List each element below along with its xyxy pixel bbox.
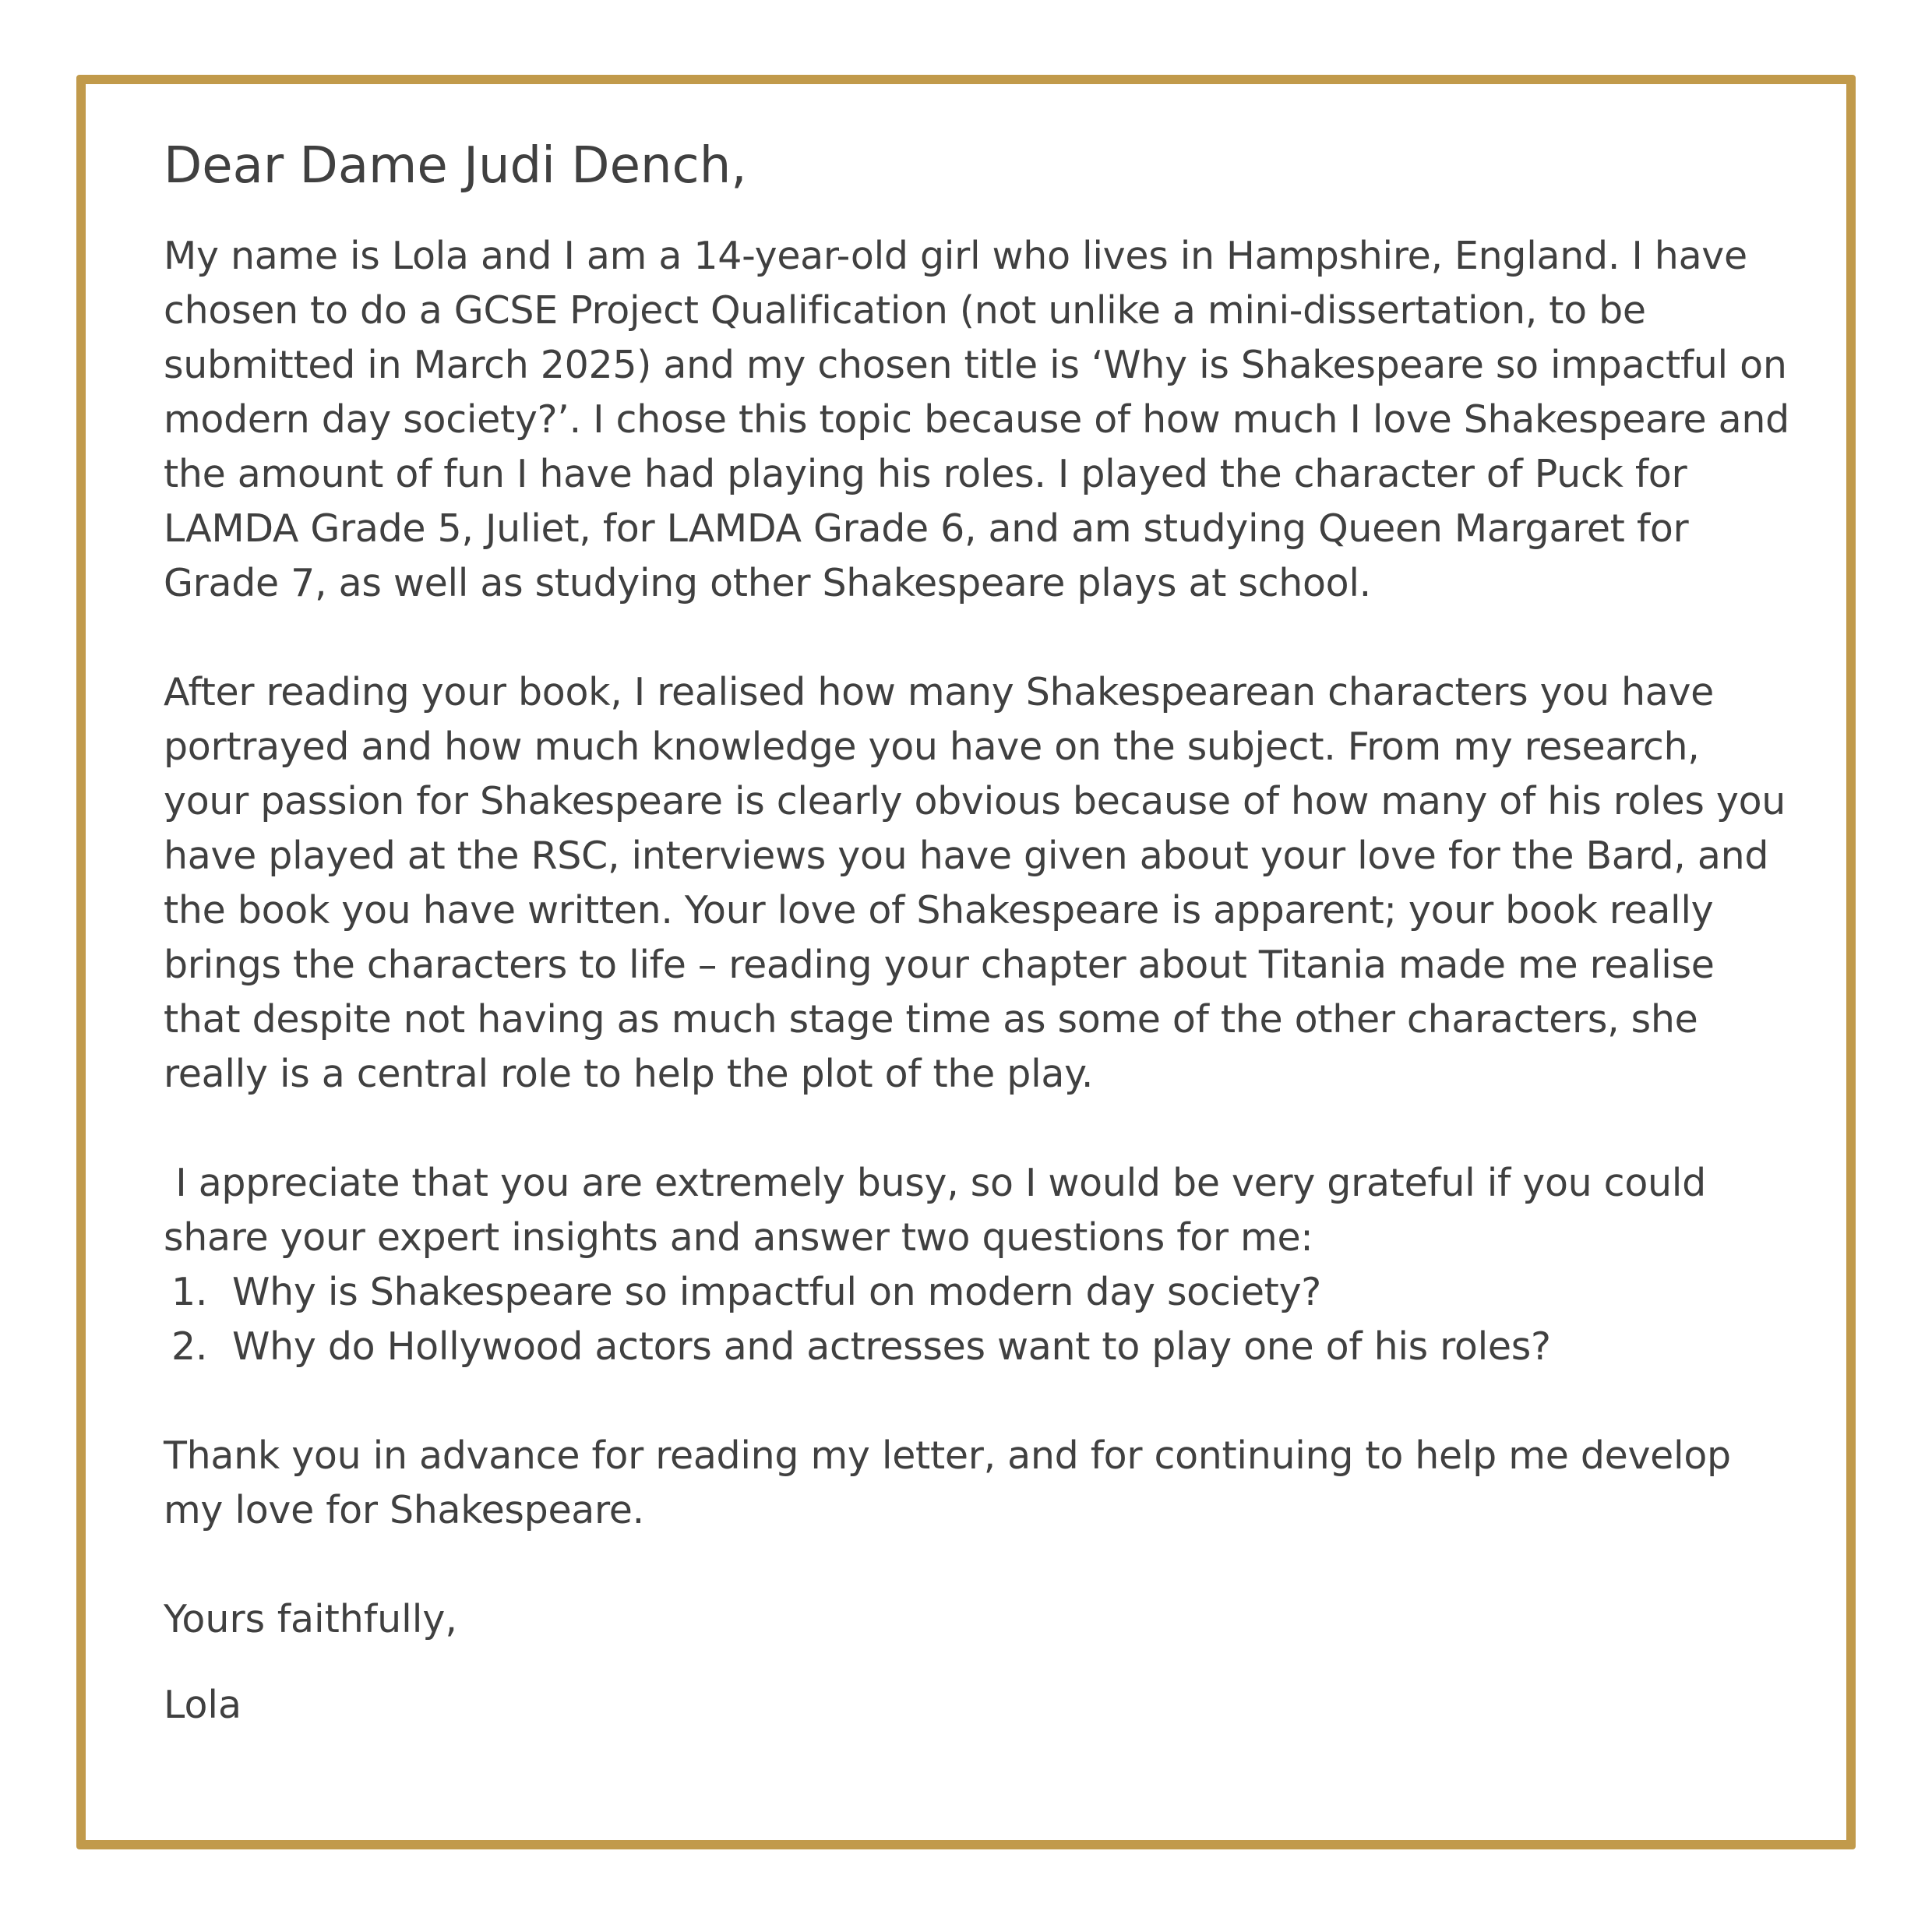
question-item (164, 1320, 1792, 1374)
question-number: 2. (171, 1324, 208, 1369)
question-text: Why do Hollywood actors and actresses want to play one of his roles? (232, 1324, 1551, 1369)
letter-paragraph-introduction: My name is Lola and I am a 14-year-old girl who lives in Hampshire, England. I have chosen to do a GCSE Project Qualification (not unlike a mini-dissertation, to be submitted in March 2025) and my chosen title is ‘Why is Shakespeare so impactful on modern day society?’. I chose this topic because of how much I love Shakespeare and the amount of fun I have had playing his roles. I played the character of Puck for LAMDA Grade 5, Juliet, for LAMDA Grade 6, and am studying Queen Margaret for Grade 7, as well as studying other Shakespeare plays at school. (164, 234, 1789, 605)
letter-salutation: Dear Dame Judi Dench, (164, 137, 747, 195)
questions-list (164, 1265, 1792, 1374)
letter-body (164, 131, 1792, 1733)
letter-signature: Lola (164, 1683, 242, 1727)
question-number: 1. (171, 1270, 208, 1314)
question-item (164, 1265, 1792, 1320)
letter-paragraph-request: I appreciate that you are extremely busy, so I would be very grateful if you could share your expert insights and answer two questions for me: (164, 1161, 1719, 1260)
question-text: Why is Shakespeare so impactful on modern day society? (232, 1270, 1321, 1314)
letter-paragraph-thanks: Thank you in advance for reading my letter, and for continuing to help me develop my love for Shakespeare. (164, 1433, 1731, 1532)
letter-paragraph-research: After reading your book, I realised how many Shakespearean characters you have portrayed and how much knowledge you have on the subject. From my research, your passion for Shakespeare is clearly obvious because of how many of his roles you have played at the RSC, interviews you have given about your love for the Bard, and the book you have written. Your love of Shakespeare is apparent; your book really brings the characters to life – reading your chapter about Titania made me realise that despite not having as much stage time as some of the other characters, she really is a central role to help the plot of the play. (164, 670, 1786, 1096)
letter-closing: Yours faithfully, (164, 1597, 457, 1641)
